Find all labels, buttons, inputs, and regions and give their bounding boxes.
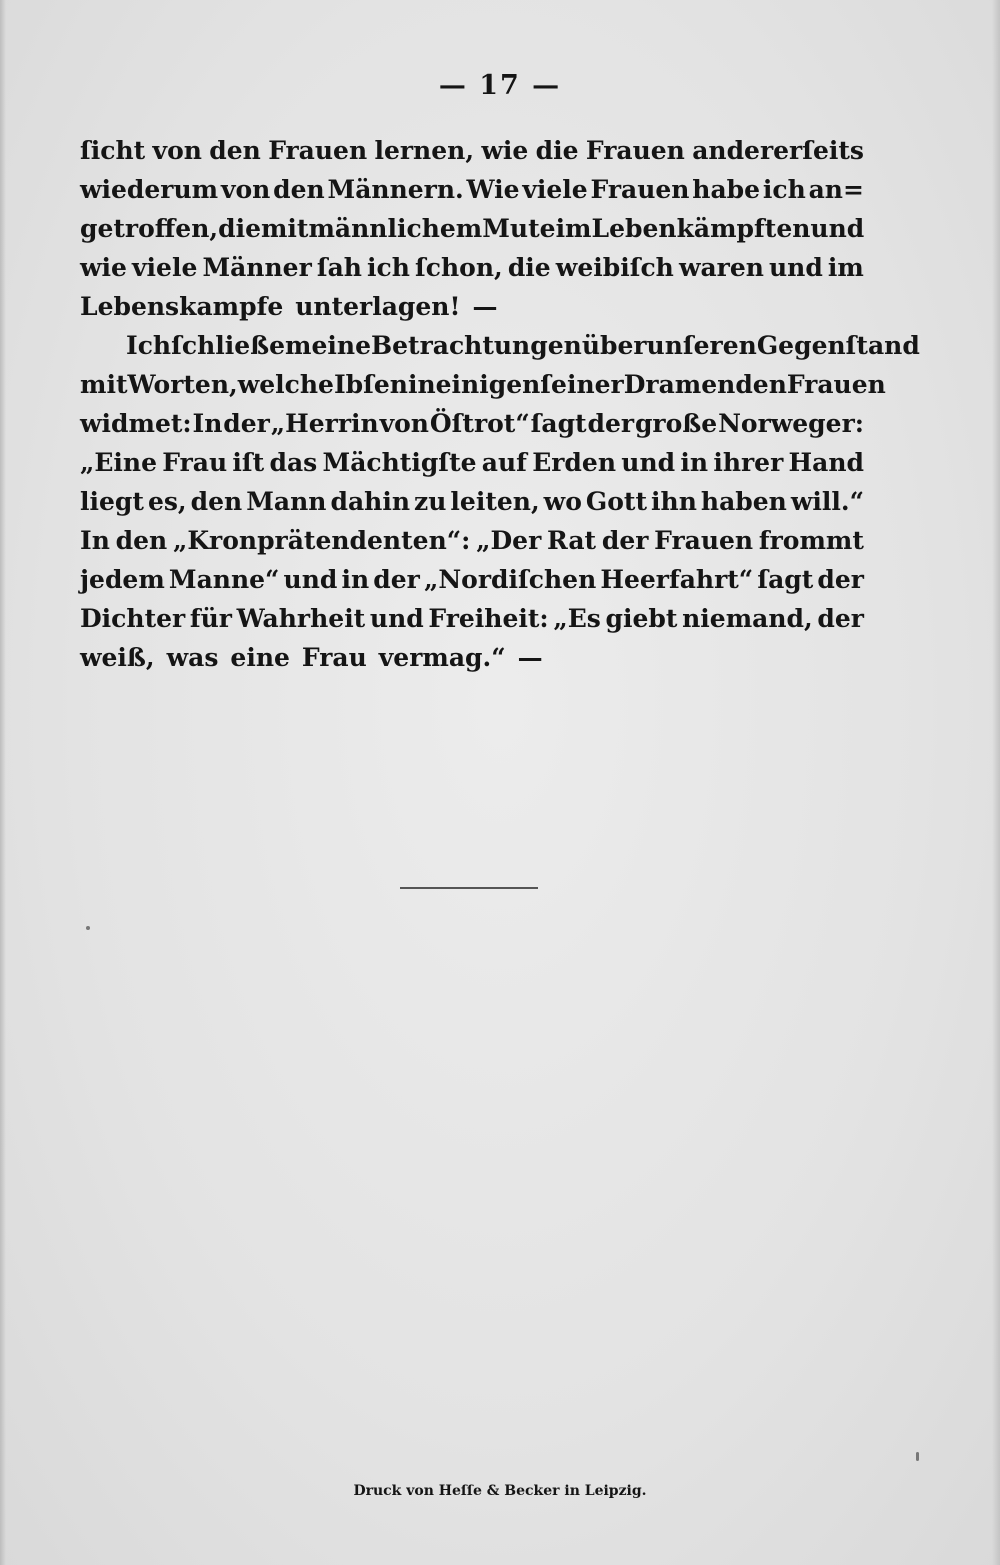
word: und (369, 604, 424, 633)
word: Norweger: (718, 409, 864, 438)
word: Dichter (80, 604, 186, 633)
word: „Es (553, 604, 601, 633)
text-line (80, 287, 864, 326)
text-line (80, 209, 864, 248)
word: den (735, 370, 787, 399)
word: Frauen (654, 526, 754, 555)
text-line (80, 560, 864, 599)
word: Männer (202, 253, 312, 282)
word: mit (260, 214, 309, 243)
word: den (115, 526, 168, 555)
word: Frauen (590, 175, 690, 204)
word: wie (80, 253, 127, 282)
text-line (80, 131, 864, 170)
word: „Kronprätendenten“: (172, 526, 471, 555)
word: Dramen (623, 370, 736, 399)
word: Frau (301, 643, 367, 672)
word: ich (367, 253, 410, 282)
word: habe (692, 175, 761, 204)
word: Mute (482, 214, 556, 243)
page-number: — 17 — (438, 70, 562, 101)
word: „Herrin (270, 409, 379, 438)
word: unſeren (646, 331, 757, 360)
word: ſchließe (171, 331, 286, 360)
word: zu (414, 487, 447, 516)
word: Öſtrot“ (429, 409, 530, 438)
word: Frau (162, 448, 228, 477)
text-line (80, 248, 864, 287)
word: Mann (246, 487, 327, 516)
word: ſchon, (415, 253, 503, 282)
word: widmet: (80, 409, 192, 438)
word: kämpften (676, 214, 811, 243)
word: will.“ (790, 487, 864, 516)
word: der (817, 604, 864, 633)
word: „Nordiſchen (423, 565, 597, 594)
word: In (192, 409, 223, 438)
word: mit (80, 370, 128, 399)
word: männlichem (308, 214, 483, 243)
word: jedem (80, 565, 165, 594)
word: frommt (758, 526, 864, 555)
text-line (80, 365, 886, 404)
word: Rat (547, 526, 597, 555)
text-line (80, 170, 864, 209)
word: Freiheit: (428, 604, 549, 633)
word: wie (481, 136, 529, 165)
word: der (817, 565, 864, 594)
word: — (472, 292, 498, 321)
word: ich (762, 175, 806, 204)
word: große (634, 409, 718, 438)
word: waren (678, 253, 764, 282)
word: und (283, 565, 338, 594)
word: dahin (330, 487, 411, 516)
word: von (220, 175, 271, 204)
word: an= (808, 175, 864, 204)
word: die (535, 136, 579, 165)
word: „Der (476, 526, 542, 555)
word: welche (237, 370, 334, 399)
text-line (80, 443, 864, 482)
text-line (80, 404, 864, 443)
word: lernen, (374, 136, 475, 165)
body-text (80, 131, 920, 677)
word: vermag.“ (378, 643, 506, 672)
word: und (810, 214, 865, 243)
word: liegt (80, 487, 144, 516)
word: wiederum (80, 175, 219, 204)
word: eine (230, 643, 290, 672)
word: viele (522, 175, 588, 204)
word: Heerfahrt“ (600, 565, 754, 594)
word: Männern. (327, 175, 464, 204)
word: was (166, 643, 219, 672)
print-speck (86, 926, 90, 930)
word: Wahrheit (236, 604, 366, 633)
word: über (581, 331, 647, 360)
word: die (218, 214, 261, 243)
word: im (827, 253, 864, 282)
word: giebt (605, 604, 678, 633)
word: Wie (466, 175, 520, 204)
word: Gegenſtand (756, 331, 920, 360)
word: Mächtigſte (322, 448, 477, 477)
word: Erden (532, 448, 616, 477)
word: das (269, 448, 318, 477)
text-line (80, 482, 864, 521)
word: ſah (316, 253, 362, 282)
word: In (80, 526, 110, 555)
word: der (601, 526, 649, 555)
word: niemand, (682, 604, 813, 633)
text-line (80, 638, 864, 677)
word: Gott (585, 487, 648, 516)
word: Ich (126, 331, 172, 360)
word: einigen (435, 370, 541, 399)
word: Worten, (127, 370, 238, 399)
word: meine (285, 331, 371, 360)
word: andererſeits (692, 136, 864, 165)
word: „Eine (80, 448, 158, 477)
word: in (680, 448, 709, 477)
word: Hand (788, 448, 864, 477)
word: der (373, 565, 420, 594)
word: ſicht (80, 136, 146, 165)
word: viele (132, 253, 198, 282)
word: im (555, 214, 592, 243)
word: und (769, 253, 823, 282)
word: den (209, 136, 261, 165)
text-line (80, 326, 920, 365)
word: Frauen (585, 136, 685, 165)
word: weibiſch (555, 253, 674, 282)
word: getroffen, (80, 214, 219, 243)
word: weiß, (80, 643, 155, 672)
word: leiten, (450, 487, 540, 516)
word: von (379, 409, 429, 438)
word: es, (147, 487, 187, 516)
word: der (223, 409, 270, 438)
word: Frauen (268, 136, 368, 165)
word: von (152, 136, 202, 165)
word: ſeiner (540, 370, 624, 399)
word: Betrachtungen (370, 331, 582, 360)
word: wo (543, 487, 582, 516)
word: — (517, 643, 543, 672)
word: ihn (651, 487, 697, 516)
section-divider (400, 887, 538, 889)
word: ſagt (757, 565, 814, 594)
word: Manne“ (168, 565, 280, 594)
word: haben (700, 487, 787, 516)
page-edge-right (992, 0, 1000, 1565)
word: ihrer (713, 448, 784, 477)
word: Ibſen (333, 370, 408, 399)
word: der (587, 409, 635, 438)
word: iſt (232, 448, 265, 477)
word: Frauen (786, 370, 886, 399)
text-line (80, 599, 864, 638)
word: unterlagen! (295, 292, 461, 321)
word: den (190, 487, 243, 516)
page-edge-left (0, 0, 6, 1565)
word: ſagt (530, 409, 587, 438)
word: für (189, 604, 232, 633)
text-line (80, 521, 864, 560)
word: Leben (591, 214, 677, 243)
word: in (341, 565, 370, 594)
word: und (621, 448, 676, 477)
word: den (273, 175, 325, 204)
print-speck (916, 1452, 919, 1461)
word: Lebenskampfe (80, 292, 284, 321)
word: die (507, 253, 551, 282)
printer-imprint: Druck von Heſſe & Becker in Leipzig. (353, 1483, 647, 1499)
word: auf (481, 448, 527, 477)
word: in (407, 370, 436, 399)
